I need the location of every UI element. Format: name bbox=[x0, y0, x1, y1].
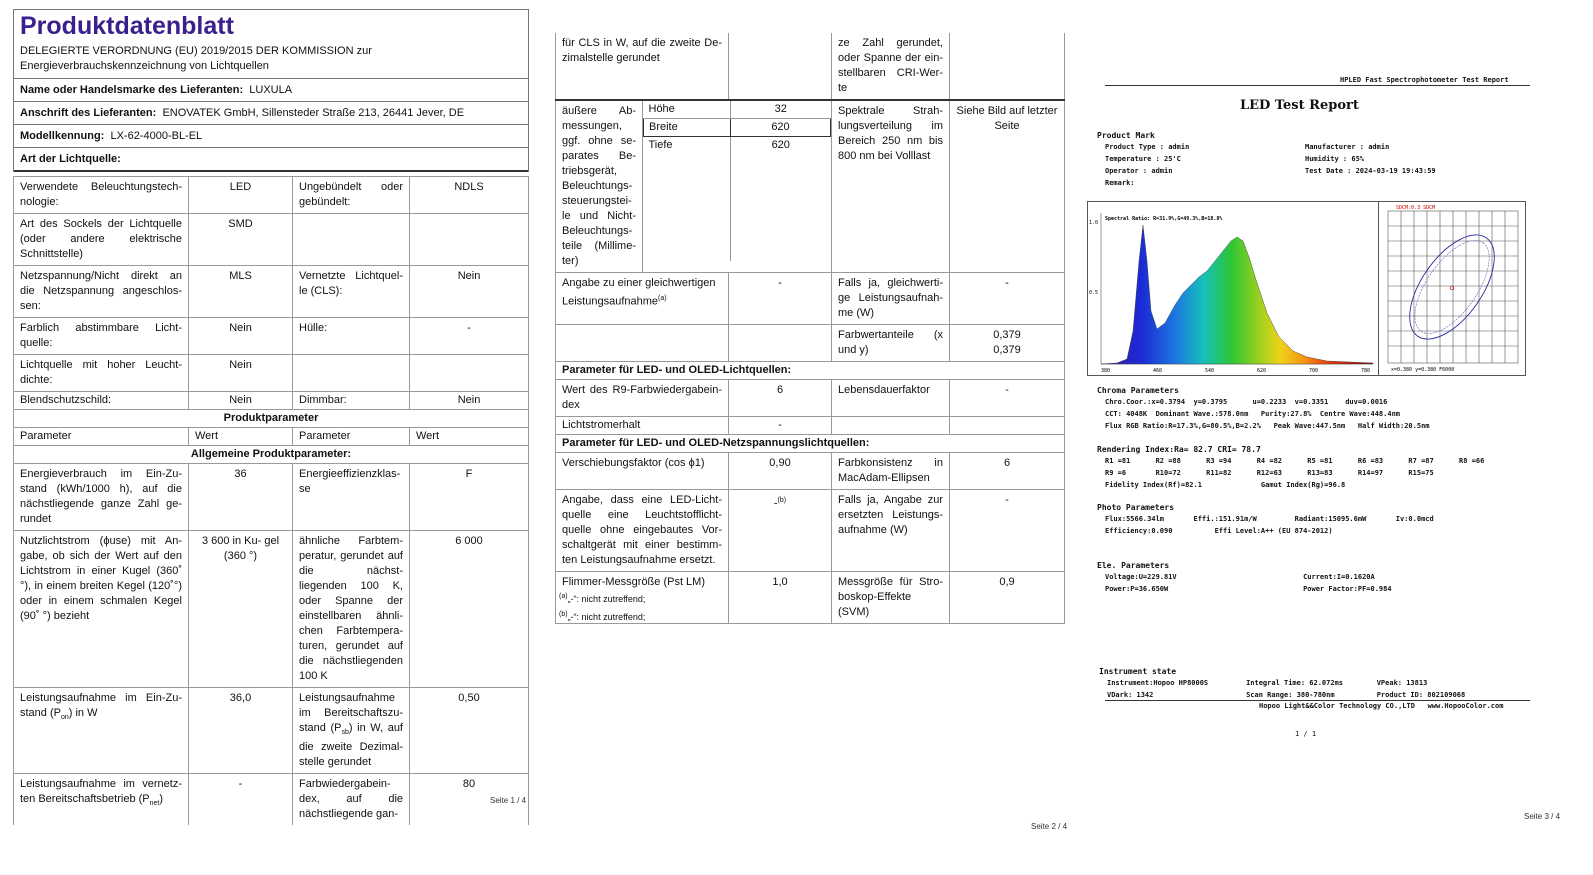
param-label: Ungebündelt oder gebündelt: bbox=[293, 177, 410, 214]
param-value: 80 bbox=[410, 774, 529, 826]
param-value: 0,9 bbox=[950, 572, 1065, 624]
table-row bbox=[14, 177, 529, 214]
instrument-line: Instrument:Hopoo HP8000S Integral Time: 62.072ms VPeak: 13813 bbox=[1107, 679, 1428, 687]
param-label bbox=[832, 417, 950, 435]
param-value: 6 bbox=[729, 380, 832, 417]
dimension-row bbox=[644, 119, 831, 137]
param-label bbox=[293, 355, 410, 392]
param-label: ähnliche Farbtem- peratur, gerundet auf die nächst- liegenden 100 K, oder Spanne der einstellbaren ähnli- chen Farbtempera- turen, gerundet auf die nächstliegenden 100 K bbox=[293, 531, 410, 688]
chroma-title: Chroma Parameters bbox=[1097, 386, 1179, 395]
address-label: Anschrift des Lieferanten: bbox=[20, 107, 157, 119]
param-value: Siehe Bild auf letzter Seite bbox=[950, 100, 1065, 273]
param-label: Farblich abstimmbare Licht- quelle: bbox=[14, 318, 189, 355]
param-value: 0,50 bbox=[410, 688, 529, 774]
param-label: Verschiebungsfaktor (cos ϕ1) bbox=[556, 453, 729, 490]
photo-line: Flux:5566.34lm Effi.:151.91m/W Radiant:15095.6mW Iv:0.0mcd bbox=[1105, 515, 1434, 523]
dimension-name: Tiefe bbox=[644, 137, 731, 262]
rendering-line: Fidelity Index(Rf)=82.1 Gamut Index(Rg)=96.8 bbox=[1105, 481, 1346, 489]
table-row bbox=[14, 464, 529, 531]
dimension-value: 620 bbox=[731, 119, 831, 137]
x-tick-label: 620 bbox=[1257, 368, 1267, 374]
column-header: Parameter bbox=[14, 428, 189, 446]
table-row bbox=[556, 453, 1065, 490]
table-row bbox=[556, 100, 1065, 273]
company-footer: Hopoo Light&&Color Technology CO.,LTD www.HopooColor.com bbox=[1259, 702, 1504, 710]
param-label: Art des Sockels der Lichtquelle (oder andere elektrische Schnittstelle) bbox=[14, 214, 189, 266]
param-value: - bbox=[950, 490, 1065, 572]
param-label: Netzspannung/Nicht direkt an die Netzspannung angeschlos- sen: bbox=[14, 266, 189, 318]
report-page-counter: 1 / 1 bbox=[1295, 730, 1317, 738]
param-value: Nein bbox=[410, 392, 529, 410]
param-value: F bbox=[410, 464, 529, 531]
rendering-title: Rendering Index:Ra= 82.7 CRI= 78.7 bbox=[1097, 445, 1261, 454]
param-label: Verwendete Beleuchtungstech- nologie: bbox=[14, 177, 189, 214]
dimension-row bbox=[644, 137, 831, 262]
param-value: LED bbox=[189, 177, 293, 214]
param-label: Falls ja, gleichwerti- ge Leistungsaufnah- me (W) bbox=[832, 273, 950, 325]
param-value bbox=[410, 214, 529, 266]
param-value bbox=[410, 355, 529, 392]
param-label: Angabe, dass eine LED-Licht- quelle eine Leuchtstofflicht- quelle ohne eingebautes Vor- schaltgerät mit einer bestimm- ten Leistungsaufnahme ersetzt. bbox=[556, 490, 729, 572]
header-rule bbox=[1105, 85, 1530, 86]
param-value: - bbox=[410, 318, 529, 355]
table-row bbox=[556, 417, 1065, 435]
spectral-ratio-label: Spectral Ratio: R=31.9%,G=49.3%,B=18.8% bbox=[1105, 216, 1223, 222]
param-label: Spektrale Strah- lungsverteilung im Bereich 250 nm bis 800 nm bei Volllast bbox=[832, 100, 950, 273]
table-row bbox=[14, 774, 529, 826]
param-label: Lichtstromerhalt bbox=[556, 417, 729, 435]
report-title: LED Test Report bbox=[1240, 98, 1359, 113]
spectrum-chart bbox=[1087, 201, 1379, 376]
param-value: SMD bbox=[189, 214, 293, 266]
supplier-name: LUXULA bbox=[249, 84, 293, 96]
table-row bbox=[14, 392, 529, 410]
photo-line: Efficiency:0.090 Effi Level:A++ (EU 874-2012) bbox=[1105, 527, 1333, 535]
table-row bbox=[556, 380, 1065, 417]
param-label: Farbwiedergabein- dex, auf die nächstliegende gan- bbox=[293, 774, 410, 826]
param-value: - bbox=[189, 774, 293, 826]
param-label: Leistungsaufnahme im Bereitschaftszu- stand $(P_{sb})$ in W, auf die zweite Dezimal- stelle gerundet bbox=[293, 688, 410, 774]
table-row bbox=[14, 688, 529, 774]
chart-frame bbox=[1379, 202, 1526, 376]
param-value: 36,0 bbox=[189, 688, 293, 774]
x-tick-label: 380 bbox=[1101, 368, 1111, 374]
param-value: 1,0 bbox=[729, 572, 832, 624]
column-header-row bbox=[14, 428, 529, 446]
section-general-params: Allgemeine Produktparameter: bbox=[14, 446, 529, 464]
param-value: 0,379 0,379 bbox=[950, 325, 1065, 362]
photo-title: Photo Parameters bbox=[1097, 503, 1175, 512]
x-tick-label: 540 bbox=[1205, 368, 1215, 374]
regulation-subtitle: DELEGIERTE VERORDNUNG (EU) 2019/2015 DER KOMMISSION zur Energieverbrauchskennzeichnung von Lichtquellen bbox=[14, 42, 528, 79]
page-number: Seite 3 / 4 bbox=[1524, 812, 1561, 821]
table-row bbox=[556, 33, 1065, 100]
dimension-value: 620 bbox=[731, 137, 831, 262]
led-test-report bbox=[1089, 0, 1593, 875]
param-value: 6 bbox=[950, 453, 1065, 490]
page-number: Seite 1 / 4 bbox=[490, 796, 527, 805]
dimensions-cell bbox=[643, 100, 832, 273]
chroma-line: CCT: 4048K Dominant Wave.:578.0nm Purity:27.8% Centre Wave:448.4nm bbox=[1105, 410, 1401, 418]
datasheet-page-1 bbox=[0, 0, 545, 875]
param-label bbox=[556, 325, 729, 362]
info-line: Test Date : 2024-03-19 19:43:59 bbox=[1305, 167, 1436, 175]
table-row bbox=[14, 318, 529, 355]
dimension-name: Höhe bbox=[644, 101, 731, 119]
column-header: Parameter bbox=[293, 428, 410, 446]
table-row bbox=[14, 531, 529, 688]
section-row bbox=[556, 362, 1065, 380]
param-label: Leistungsaufnahme im vernetz- ten Bereitschaftsbetrieb $(P_{net})$ bbox=[14, 774, 189, 826]
param-label: Dimmbar: bbox=[293, 392, 410, 410]
section-row bbox=[14, 446, 529, 464]
ele-line: Voltage:U=229.81V Current:I=0.1620A bbox=[1105, 573, 1375, 581]
dimension-value: 32 bbox=[731, 101, 831, 119]
param-value: - bbox=[729, 273, 832, 325]
supplier-name-line bbox=[14, 79, 528, 102]
info-line: Remark: bbox=[1105, 179, 1135, 187]
table-row bbox=[14, 355, 529, 392]
param-label: Farbkonsistenz in MacAdam-Ellipsen bbox=[832, 453, 950, 490]
param-label: Messgröße für Stro- boskop-Effekte (SVM) bbox=[832, 572, 950, 624]
param-label: Flimmer-Messgröße (Pst LM) bbox=[556, 572, 729, 624]
param-label: Energieeffizienzklas- se bbox=[293, 464, 410, 531]
y-tick-label: 1.0 bbox=[1089, 220, 1099, 226]
param-label: Lichtquelle mit hoher Leucht- dichte: bbox=[14, 355, 189, 392]
x-tick-label: 780 bbox=[1361, 368, 1371, 374]
section-led-params: Parameter für LED- und OLED-Lichtquellen: bbox=[556, 362, 1065, 380]
param-label: Energieverbrauch im Ein-Zu- stand (kWh/1000 h), auf die nächstliegende ganze Zahl ge- rundet bbox=[14, 464, 189, 531]
param-value: 6 000 bbox=[410, 531, 529, 688]
param-label: Vernetzte Lichtquel- le (CLS): bbox=[293, 266, 410, 318]
param-label: Blendschutzschild: bbox=[14, 392, 189, 410]
page-title: Produktdatenblatt bbox=[20, 12, 234, 40]
param-label: Angabe zu einer gleichwertigen Leistungsaufnahme$^{(a)}$ bbox=[556, 273, 729, 325]
section-mains-params: Parameter für LED- und OLED-Netzspannungslichtquellen: bbox=[556, 435, 1065, 453]
param-label: Leistungsaufnahme im Ein-Zu- stand $(P_{on})$ in W bbox=[14, 688, 189, 774]
param-value: MLS bbox=[189, 266, 293, 318]
info-line: Product Type : admin bbox=[1105, 143, 1190, 151]
y-tick-label: 0.5 bbox=[1089, 290, 1099, 296]
param-value: Nein bbox=[189, 392, 293, 410]
param-value: Nein bbox=[189, 355, 293, 392]
supplier-name-label: Name oder Handelsmarke des Lieferanten: bbox=[20, 84, 244, 96]
dimensions-table bbox=[643, 101, 831, 261]
chroma-line: Flux RGB Ratio:R=17.3%,G=80.5%,B=2.2% Peak Wave:447.5nm Half Width:20.5nm bbox=[1105, 422, 1430, 430]
datasheet-header bbox=[13, 9, 529, 172]
param-label: Lebensdauerfaktor bbox=[832, 380, 950, 417]
param-label: Nutzlichtstrom (ϕuse) mit An- gabe, ob sich der Wert auf den Lichtstrom in einer Kugel (360˚ °), in einem breiten Kegel (120˚°) oder in einem schmalen Kegel (90˚ °) bezieht bbox=[14, 531, 189, 688]
model-id: LX-62-4000-BL-EL bbox=[110, 130, 203, 142]
sdcm-ellipse-chart bbox=[1378, 201, 1526, 376]
param-value: 3 600 in Ku- gel (360 °) bbox=[189, 531, 293, 688]
param-value: Nein bbox=[189, 318, 293, 355]
column-header: Wert bbox=[410, 428, 529, 446]
param-label: Wert des R9-Farbwiedergabein- dex bbox=[556, 380, 729, 417]
param-label bbox=[293, 214, 410, 266]
product-table-continued bbox=[555, 33, 1065, 624]
param-value: NDLS bbox=[410, 177, 529, 214]
instrument-line: VDark: 1342 Scan Range: 380-780nm Product ID: 802109068 bbox=[1107, 691, 1466, 699]
model-line bbox=[14, 125, 528, 148]
model-label: Modellkennung: bbox=[20, 130, 105, 142]
section-row bbox=[556, 435, 1065, 453]
light-source-type-line bbox=[14, 148, 528, 172]
sdcm-title: SDCM:0.3 SDCM bbox=[1396, 205, 1436, 211]
datasheet-page-2 bbox=[555, 0, 1095, 875]
param-value: Nein bbox=[410, 266, 529, 318]
info-line: Manufacturer : admin bbox=[1305, 143, 1390, 151]
param-label: ze Zahl gerundet, oder Spanne der ein- stellbaren CRI-Wer- te bbox=[832, 33, 950, 100]
param-value: - bbox=[950, 380, 1065, 417]
param-value: 0,90 bbox=[729, 453, 832, 490]
info-line: Operator : admin bbox=[1105, 167, 1173, 175]
param-value: 36 bbox=[189, 464, 293, 531]
supplier-address: ENOVATEK GmbH, Sillensteder Straße 213, 26441 Jever, DE bbox=[162, 107, 465, 119]
test-report-page bbox=[1089, 0, 1593, 875]
param-label: Hülle: bbox=[293, 318, 410, 355]
rendering-line: R9 =6 R10=72 R11=82 R12=63 R13=83 R14=97 R15=75 bbox=[1105, 469, 1434, 477]
footnote-b: $^{(b)}$„-“: nicht zutreffend; bbox=[559, 611, 646, 622]
supplier-address-line bbox=[14, 102, 528, 125]
dimensions-label: äußere Ab- messungen, ggf. ohne se- parates Be- triebsgerät, Beleuchtungs- steuerungstei- le und Nicht- Beleuchtungs- teile (Millime- ter) bbox=[556, 100, 643, 273]
light-source-type-label: Art der Lichtquelle: bbox=[20, 153, 121, 165]
ele-title: Ele. Parameters bbox=[1097, 561, 1170, 570]
table-row bbox=[556, 273, 1065, 325]
param-value bbox=[729, 325, 832, 362]
param-label: für CLS in W, auf die zweite De- zimalstelle gerundet bbox=[556, 33, 729, 100]
ele-line: Power:P=36.650W Power Factor:PF=0.984 bbox=[1105, 585, 1392, 593]
param-label: Farbwertanteile (x und y) bbox=[832, 325, 950, 362]
page-number: Seite 2 / 4 bbox=[1031, 822, 1068, 831]
table-row bbox=[14, 266, 529, 318]
param-value: - bbox=[729, 417, 832, 435]
x-tick-label: 460 bbox=[1153, 368, 1163, 374]
dimension-row bbox=[644, 101, 831, 119]
section-product-params: Produktparameter bbox=[14, 410, 529, 428]
column-header: Wert bbox=[189, 428, 293, 446]
instrument-title: Instrument state bbox=[1099, 667, 1177, 676]
chroma-line: Chro.Coor.:x=0.3794 y=0.3795 u=0.2233 v=0.3351 duv=0.0016 bbox=[1105, 398, 1388, 406]
section-row bbox=[14, 410, 529, 428]
table-row bbox=[556, 325, 1065, 362]
table-row bbox=[14, 214, 529, 266]
product-table bbox=[13, 176, 529, 825]
footnote-a: $^{(a)}$„-“: nicht zutreffend; bbox=[559, 593, 646, 604]
param-value: - bbox=[950, 273, 1065, 325]
footer-rule bbox=[1105, 700, 1530, 701]
rendering-line: R1 =81 R2 =88 R3 =94 R4 =82 R5 =81 R6 =83 R7 =87 R8 =66 bbox=[1105, 457, 1485, 465]
report-header: HPLED Fast Spectrophotometer Test Report bbox=[1340, 76, 1509, 84]
param-label: Falls ja, Angabe zur ersetzten Leistungs- aufnahme (W) bbox=[832, 490, 950, 572]
dimension-name: Breite bbox=[644, 119, 731, 137]
param-value bbox=[950, 417, 1065, 435]
x-tick-label: 700 bbox=[1309, 368, 1319, 374]
sdcm-caption: x=0.380 y=0.380 F6000 bbox=[1391, 367, 1455, 373]
info-line: Humidity : 65% bbox=[1305, 155, 1365, 163]
product-mark-title: Product Mark bbox=[1097, 131, 1155, 140]
param-value bbox=[950, 33, 1065, 100]
table-row bbox=[556, 490, 1065, 572]
info-line: Temperature : 25'C bbox=[1105, 155, 1181, 163]
param-value bbox=[729, 33, 832, 100]
param-value: -$^{(b)}$ bbox=[729, 490, 832, 572]
